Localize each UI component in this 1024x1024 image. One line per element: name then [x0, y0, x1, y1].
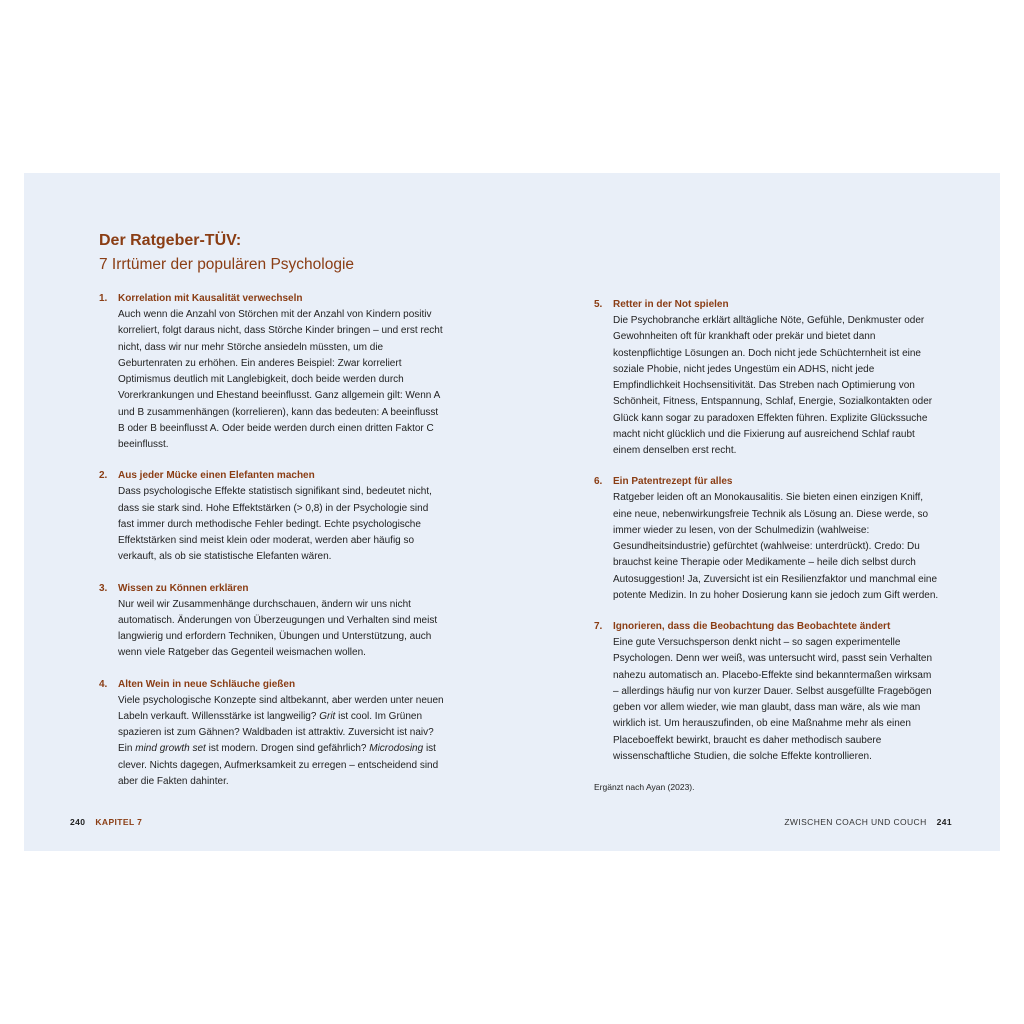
item-text: Dass psychologische Effekte statistisch signifikant sind, bedeutet nicht, dass sie stark sind. Hohe Effektstärken (> 0,8) in der Psychologie sind fast immer durch methodische Fehler bedingt. Echte psychologische Effektstärken sind meist klein oder moderat, werden aber häufig so verkauft, als ob sie statistische Elefanten wären. [118, 486, 432, 563]
box-subheading: 7 Irrtümer der populären Psychologie [99, 256, 355, 273]
item-number: 5. [594, 299, 603, 310]
list-item [594, 619, 939, 765]
item-title: Retter in der Not spielen [613, 299, 729, 310]
right-page-footer [784, 816, 952, 828]
list-item [99, 291, 444, 453]
text-segment: ist modern. Drogen sind gefährlich? [205, 743, 370, 755]
italic-term: mind growth set [135, 743, 206, 755]
item-text: Ratgeber leiden oft an Monokausalitis. Sie bieten einen einzigen Kniff, eine neue, nebenwirkungsfreie Technik als Lösung an. Diese werde, so immer wieder zu lesen, von der Schulmedizin (wahlweise: Gesundheitsindustrie) gefürchtet (wahlweise: unterdrückt). Credo: Du brauchst keine Therapie oder Medikamente – heile dich selbst durch Autosuggestion! Ja, Zuversicht ist ein Resilienzfaktor und manchmal eine potente Medizin. In zu hoher Dosierung kann sie jedoch zum Gift werden. [613, 492, 939, 601]
list-item [99, 581, 444, 662]
page-number-right: 241 [936, 817, 952, 827]
item-title: Aus jeder Mücke einen Elefanten machen [118, 470, 315, 482]
right-page-column [594, 297, 939, 794]
item-text: Auch wenn die Anzahl von Störchen mit der Anzahl von Kindern positiv korreliert, folgt daraus nicht, dass Störche Kinder bringen – und erst recht nicht, dass wir nur mehr Störche ansiedeln müssten, um die Geburtenraten zu erhöhen. Ein anderes Beispiel: Zwar korreliert Optimismus deutlich mit Langlebigkeit, doch beide werden durch Vorerkrankungen und Ehestand beeinflusst. Ganz allgemein gilt: Wenn A und B zusammenhängen (korrelieren), kann das bedeuten: A beeinflusst B oder B beeinflusst A. Oder beide werden durch einen dritten Faktor C beeinflusst. [118, 309, 443, 450]
item-title: Alten Wein in neue Schläuche gießen [118, 678, 296, 690]
book-spread [24, 173, 1000, 851]
list-item [594, 297, 939, 459]
item-text: Eine gute Versuchsperson denkt nicht – so sagen experimentelle Psychologen. Denn wer weiß, was untersucht wird, passt sein Verhalten nahezu automatisch an. Placebo-Effekte sind bekanntermaßen wirksam – allerdings häufig nur von kurzer Dauer. Selbst ausgefüllte Fragebögen geben vor allem wieder, wie man glaubt, dass man wäre, als wie man wirklich ist. Um herauszufinden, ob eine Maßnahme mehr als einen Placeboeffekt bewirkt, braucht es daher methodisch saubere wissenschaftliche Studien, die solche Effekte kontrollieren. [613, 637, 933, 762]
page-number-left: 240 [70, 817, 86, 827]
item-title: Ignorieren, dass die Beobachtung das Beobachtete ändert [613, 621, 891, 632]
text-segment: ist cool. Im Grünen spazieren ist zum Gähnen? Waldbaden ist attraktiv. Zuversicht ist naiv? Ein [118, 710, 434, 755]
item-text: Die Psychobranche erklärt alltägliche Nöte, Gefühle, Denkmuster oder Gewohnheiten oft für krankhaft oder prekär und bietet dann kostenpflichtige Lösungen an. Doch nicht jede Schüchternheit ist eine soziale Phobie, nicht jedes Ungestüm ein ADHS, nicht jede Empfindlichkeit Hochsensitivität. Das Streben nach Optimierung von Schönheit, Fitness, Entspannung, Schlaf, Energie, Sozialkontakten oder Glück kann sogar zu paradoxen Effekten führen. Explizite Glückssuche macht nicht glücklich und die Fixierung auf ausreichend Schlaf raubt einem denselben erst recht. [613, 315, 933, 456]
mistake-list-right [594, 297, 939, 765]
list-item [594, 474, 939, 604]
chapter-label: KAPITEL 7 [95, 817, 143, 827]
list-item [99, 677, 444, 791]
item-title: Ein Patentrezept für alles [613, 476, 733, 488]
item-text: Nur weil wir Zusammenhänge durchschauen, ändern wir uns nicht automatisch. Änderungen von Überzeugungen und Verhalten sind meist langwierig und erfordern Techniken, Übungen und Unterstützung, auch wenn viele Ratgeber das Gegenteil weismachen wollen. [118, 598, 438, 659]
left-page-column [99, 231, 444, 805]
italic-term: Microdosing [369, 743, 424, 755]
list-item [99, 468, 444, 565]
left-page-footer [70, 816, 142, 828]
running-title: ZWISCHEN COACH UND COUCH [784, 817, 927, 827]
item-title: Korrelation mit Kausalität verwechseln [118, 293, 303, 304]
item-number: 4. [99, 678, 108, 690]
item-number: 3. [99, 582, 108, 594]
italic-term: Grit [319, 710, 336, 722]
text-segment: ist clever. Nichts dagegen, Aufmerksamkeit zu erregen – entscheidend sind aber die Fakten dahinter. [118, 743, 439, 787]
item-number: 2. [99, 470, 108, 482]
item-number: 6. [594, 476, 603, 488]
source-note: Ergänzt nach Ayan (2023). [594, 782, 695, 792]
item-number: 7. [594, 621, 603, 632]
text-segment: Viele psychologische Konzepte sind altbekannt, aber werden unter neuen Labeln verkauft. Willensstärke ist langweilig? [118, 694, 444, 722]
box-heading: Der Ratgeber-TÜV: [99, 232, 242, 249]
item-text [118, 693, 444, 791]
item-title: Wissen zu Können erklären [118, 582, 249, 594]
item-number: 1. [99, 293, 108, 304]
mistake-list-left [99, 291, 444, 790]
